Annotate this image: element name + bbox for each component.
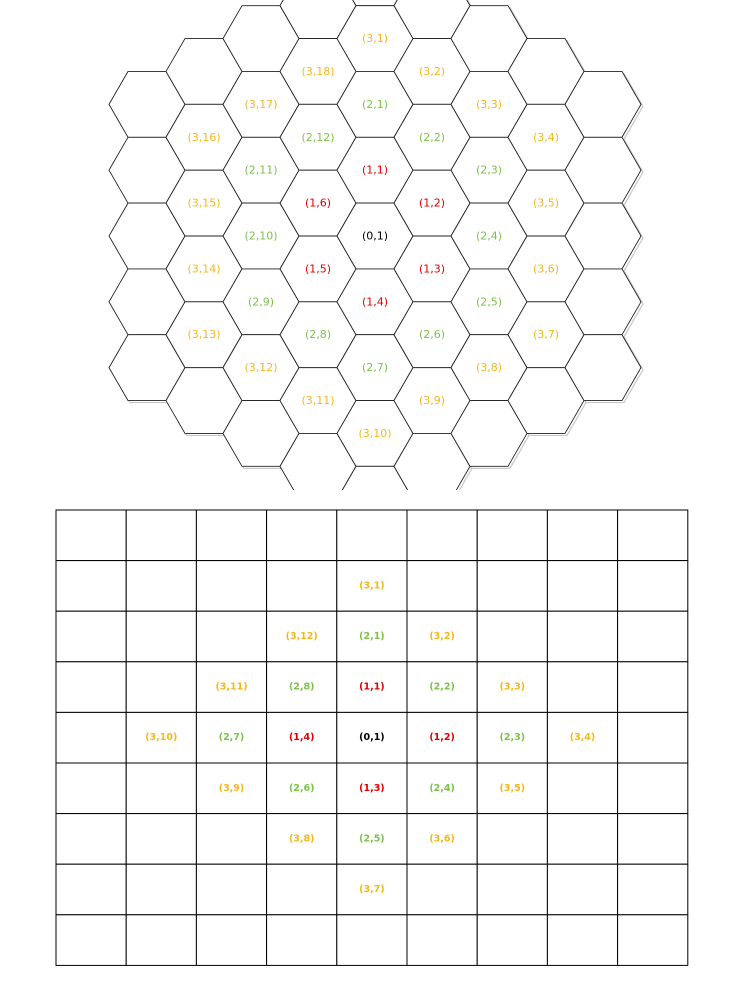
grid-cell bbox=[477, 864, 547, 915]
grid-cell bbox=[56, 510, 126, 561]
grid-cell-label: (1,2) bbox=[429, 732, 455, 744]
grid-cell bbox=[196, 864, 266, 915]
grid-cell-label: (3,11) bbox=[215, 681, 248, 693]
hex-cell-label: (2,4) bbox=[475, 229, 503, 243]
hex-cell-label: (3,15) bbox=[187, 196, 221, 210]
grid-cell bbox=[547, 763, 617, 814]
grid-cell bbox=[56, 662, 126, 713]
grid-cell bbox=[407, 510, 477, 561]
grid-cell bbox=[477, 561, 547, 612]
hex-cell-label: (2,10) bbox=[244, 229, 278, 243]
grid-cell-label: (3,7) bbox=[359, 884, 385, 895]
grid-cell bbox=[547, 611, 617, 662]
hex-cell-label: (2,3) bbox=[475, 163, 503, 177]
grid-cell bbox=[547, 662, 617, 713]
grid-cell bbox=[407, 864, 477, 915]
grid-cell bbox=[267, 864, 337, 915]
grid-cell-label: (3,6) bbox=[429, 833, 455, 845]
grid-cell bbox=[477, 915, 547, 966]
grid-cell bbox=[618, 510, 688, 561]
grid-cell bbox=[407, 915, 477, 966]
grid-cell-label: (3,4) bbox=[569, 732, 596, 744]
grid-cell bbox=[56, 763, 126, 814]
hex-cell-label: (3,3) bbox=[475, 97, 503, 111]
grid-cell-label: (3,12) bbox=[285, 631, 318, 642]
grid-cell bbox=[267, 510, 337, 561]
grid-cell bbox=[547, 915, 617, 966]
hex-cell-label: (2,1) bbox=[361, 97, 389, 111]
grid-cell-label: (3,9) bbox=[218, 782, 245, 794]
grid-cell-label: (0,1) bbox=[359, 732, 385, 744]
grid-cell bbox=[126, 814, 196, 865]
grid-cell bbox=[56, 864, 126, 915]
grid-cell bbox=[196, 915, 266, 966]
grid-cell bbox=[477, 814, 547, 865]
grid-cell bbox=[477, 611, 547, 662]
grid-cell-label: (2,1) bbox=[359, 631, 385, 642]
hex-cell-label: (3,12) bbox=[244, 361, 278, 375]
hex-cell-label: (2,9) bbox=[247, 295, 275, 309]
hex-cell-label: (2,11) bbox=[244, 163, 278, 177]
hex-cell-label: (2,2) bbox=[418, 130, 446, 144]
hex-cell-label: (0,1) bbox=[361, 229, 389, 243]
hex-cell-label: (1,2) bbox=[418, 196, 446, 210]
grid-cell bbox=[618, 662, 688, 713]
hex-cell-label: (3,16) bbox=[187, 130, 221, 144]
grid-cell-label: (3,3) bbox=[499, 681, 526, 693]
grid-cell bbox=[547, 510, 617, 561]
grid-cell bbox=[267, 561, 337, 612]
grid-cell-label: (2,8) bbox=[288, 681, 315, 693]
hex-cell-label: (3,9) bbox=[418, 394, 446, 408]
grid-cell-label: (2,5) bbox=[359, 833, 385, 845]
hex-cell-label: (3,5) bbox=[532, 196, 560, 210]
hex-cell-label: (2,12) bbox=[301, 130, 335, 144]
grid-cell bbox=[618, 763, 688, 814]
grid-cell bbox=[56, 712, 126, 763]
hex-cell-label: (3,7) bbox=[532, 328, 560, 342]
grid-cell bbox=[618, 611, 688, 662]
grid-cell bbox=[547, 864, 617, 915]
grid-cell-label: (3,5) bbox=[499, 782, 526, 794]
grid-cell bbox=[196, 611, 266, 662]
hex-cell-label: (1,6) bbox=[304, 196, 332, 210]
grid-cell-label: (2,4) bbox=[429, 782, 455, 794]
hex-cell-label: (3,18) bbox=[301, 64, 335, 78]
hex-cell-label: (2,8) bbox=[304, 328, 332, 342]
grid-cell bbox=[56, 561, 126, 612]
grid-cell bbox=[56, 814, 126, 865]
grid-cell bbox=[618, 814, 688, 865]
grid-cell bbox=[196, 510, 266, 561]
grid-cell bbox=[618, 915, 688, 966]
grid-cell-label: (2,7) bbox=[218, 732, 245, 744]
grid-cell-label: (2,6) bbox=[288, 782, 315, 794]
grid-cell bbox=[547, 814, 617, 865]
grid-cell bbox=[126, 611, 196, 662]
hex-cell-label: (3,4) bbox=[532, 130, 560, 144]
grid-cell bbox=[56, 915, 126, 966]
grid-cell bbox=[126, 510, 196, 561]
hex-cell-label: (3,17) bbox=[244, 97, 278, 111]
hex-cell-label: (3,13) bbox=[187, 328, 221, 342]
grid-cell bbox=[477, 510, 547, 561]
grid-cell bbox=[618, 712, 688, 763]
grid-cell-label: (2,2) bbox=[429, 681, 455, 693]
grid-cell bbox=[618, 864, 688, 915]
grid-cell bbox=[267, 915, 337, 966]
grid-cell-label: (3,1) bbox=[359, 580, 385, 592]
hex-cell-label: (1,5) bbox=[304, 262, 332, 276]
grid-cell bbox=[126, 915, 196, 966]
hex-cell-label: (3,11) bbox=[301, 394, 335, 408]
grid-cell bbox=[126, 662, 196, 713]
hex-cell-label: (3,6) bbox=[532, 262, 560, 276]
grid-cell bbox=[547, 561, 617, 612]
grid-cell-label: (1,3) bbox=[359, 782, 385, 794]
hex-cell-label: (2,6) bbox=[418, 328, 446, 342]
hex-cell-label: (2,5) bbox=[475, 295, 503, 309]
hex-cell-label: (3,2) bbox=[418, 64, 446, 78]
hex-cell-label: (1,4) bbox=[361, 295, 389, 309]
grid-cell bbox=[196, 814, 266, 865]
grid-cell bbox=[126, 864, 196, 915]
hex-cell-label: (1,1) bbox=[361, 163, 389, 177]
grid-cell bbox=[407, 561, 477, 612]
grid-cell-label: (3,8) bbox=[288, 833, 315, 845]
grid-cell bbox=[337, 915, 407, 966]
grid-cell-label: (1,4) bbox=[288, 732, 315, 744]
grid-cell-label: (2,3) bbox=[499, 732, 526, 744]
grid-cell-label: (3,10) bbox=[145, 732, 178, 744]
grid-cell bbox=[126, 763, 196, 814]
hex-cell-label: (2,7) bbox=[361, 361, 389, 375]
hex-cell-label: (3,14) bbox=[187, 262, 221, 276]
grid-cell bbox=[56, 611, 126, 662]
grid-cell-label: (1,1) bbox=[359, 681, 385, 693]
square-grid-diagram bbox=[0, 490, 737, 985]
grid-cell bbox=[337, 510, 407, 561]
hex-cell-label: (1,3) bbox=[418, 262, 446, 276]
hex-grid-diagram bbox=[0, 0, 737, 490]
grid-cell bbox=[126, 561, 196, 612]
grid-cell bbox=[618, 561, 688, 612]
grid-cell-label: (3,2) bbox=[429, 631, 455, 642]
hex-cell-label: (3,10) bbox=[358, 426, 392, 440]
hex-cell-label: (3,1) bbox=[361, 32, 389, 46]
hex-cells-layer bbox=[109, 0, 643, 490]
grid-cell bbox=[196, 561, 266, 612]
hex-cell-label: (3,8) bbox=[475, 361, 503, 375]
